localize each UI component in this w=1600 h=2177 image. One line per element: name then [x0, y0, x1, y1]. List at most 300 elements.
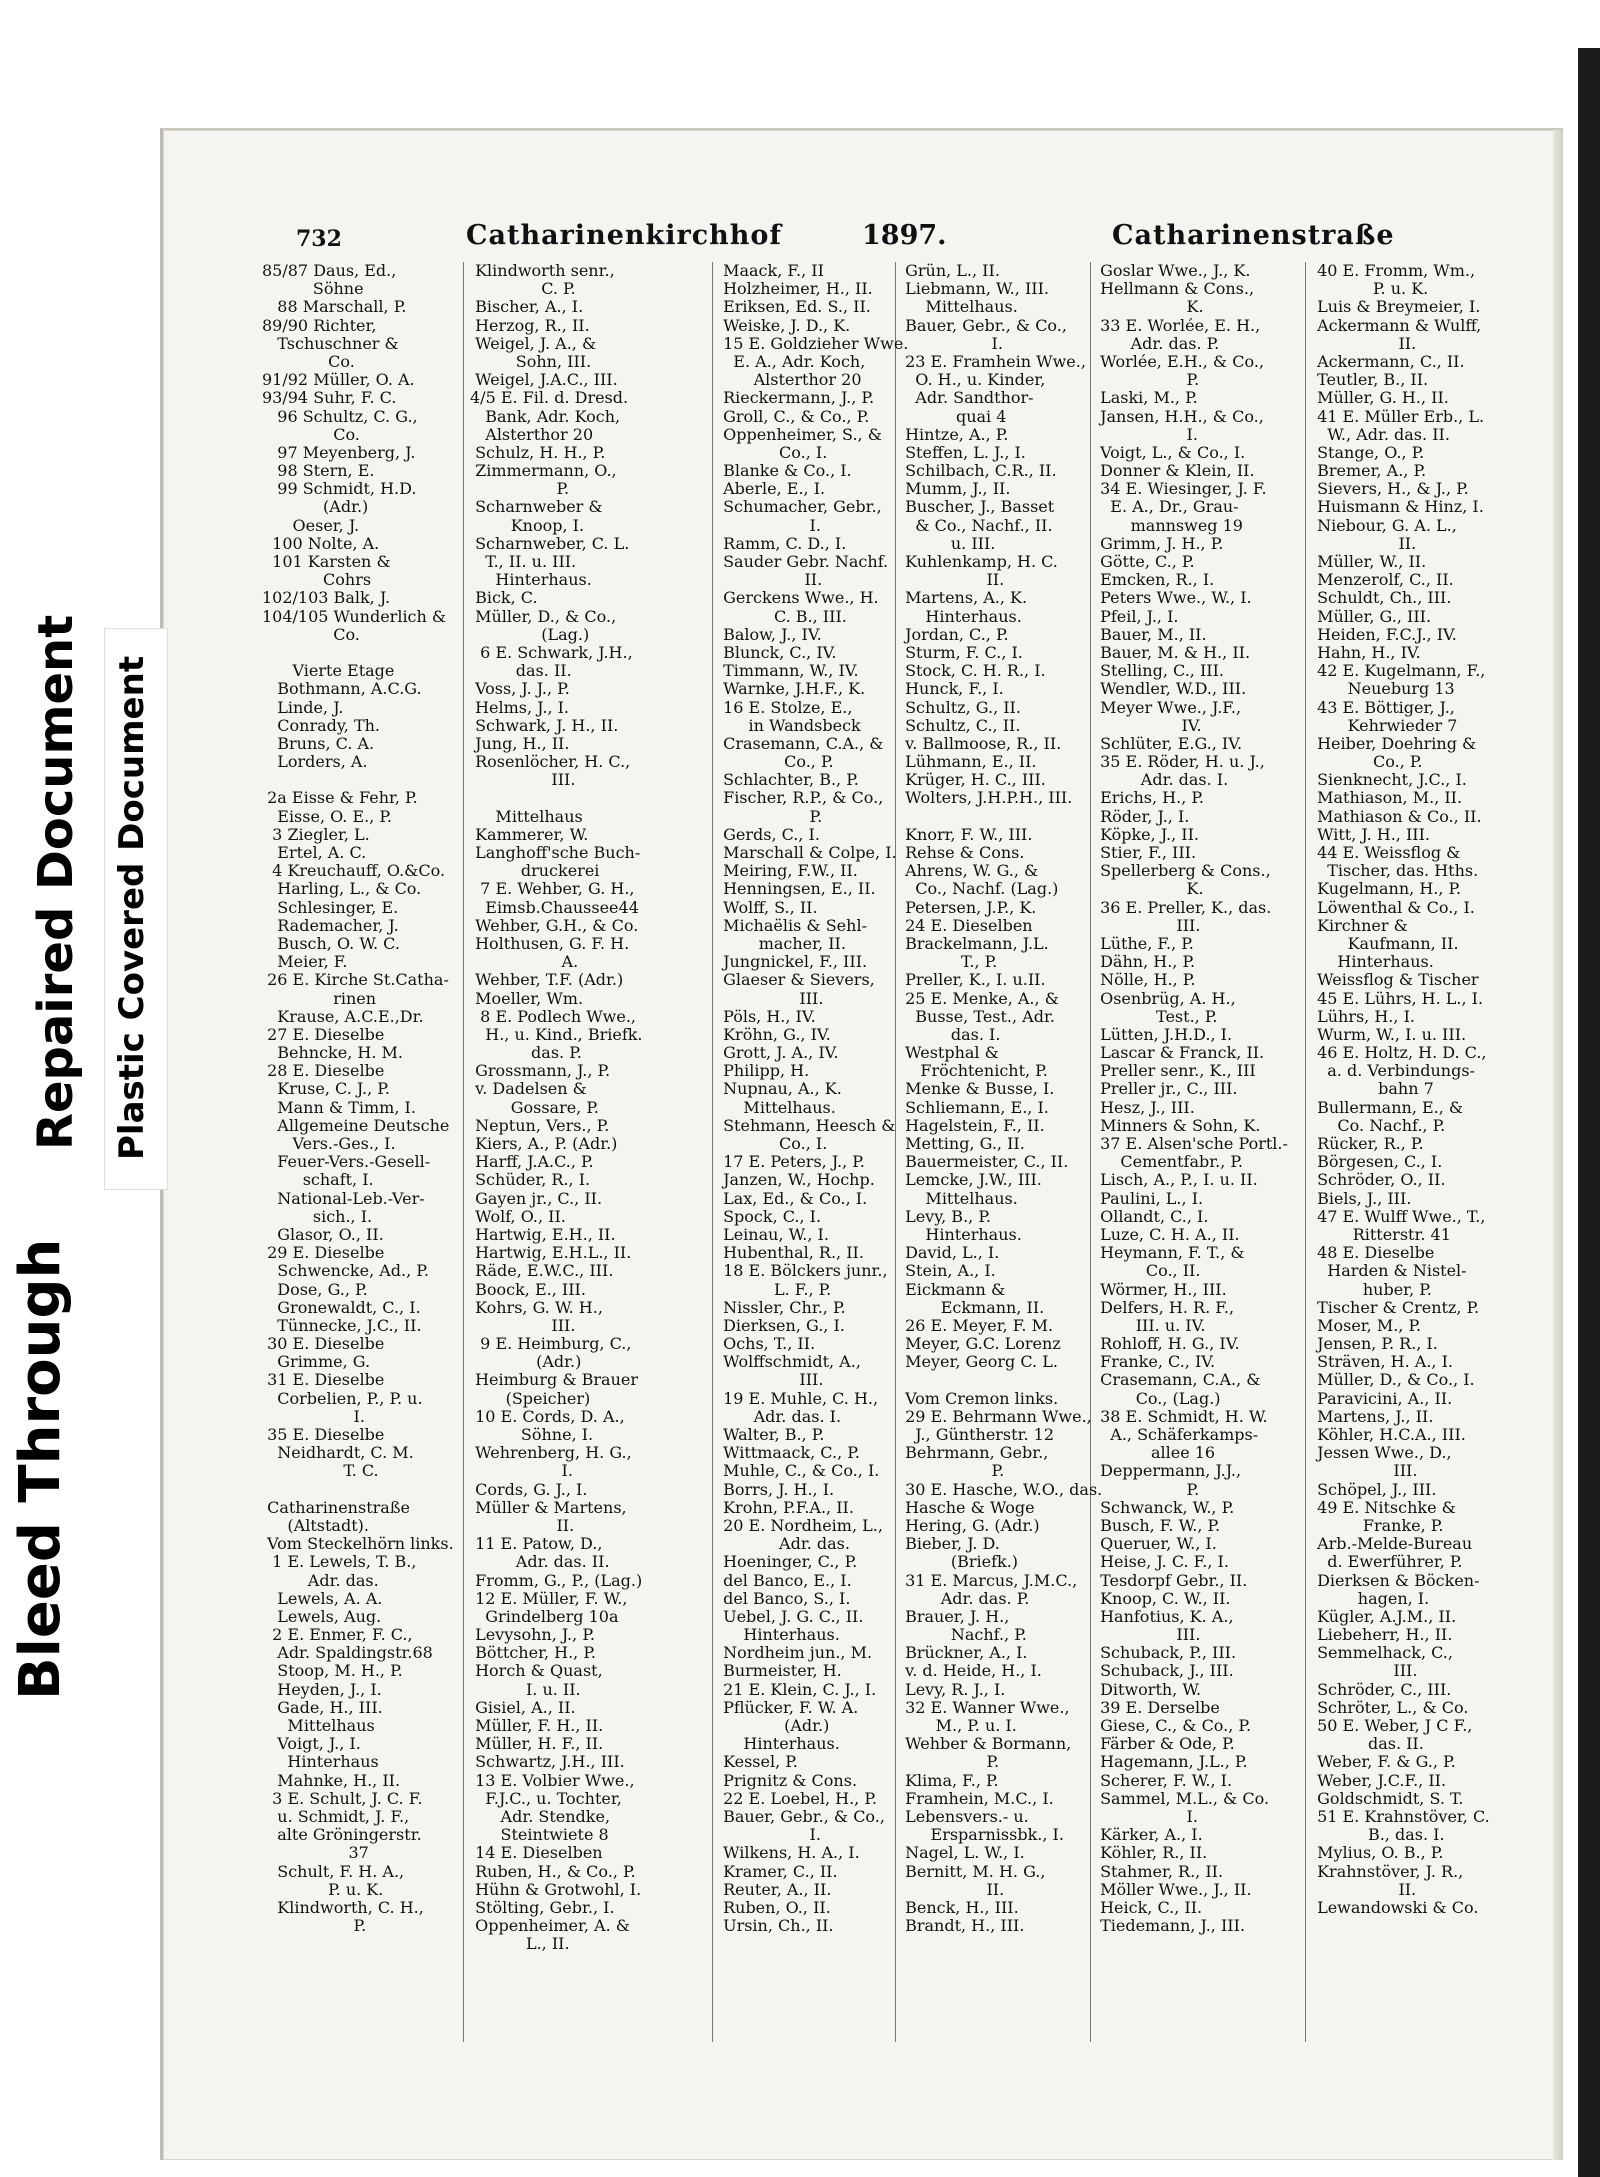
- directory-line: 98 Stern, E.: [262, 461, 375, 481]
- directory-line: Fröchtenicht, P.: [900, 1061, 1048, 1081]
- directory-line: Stölting, Gebr., I.: [470, 1897, 615, 1917]
- directory-line: 104/105 Wunderlich &: [262, 606, 447, 626]
- directory-line: Busse, Test., Adr.: [900, 1006, 1055, 1026]
- directory-line: Allgemeine Deutsche: [262, 1115, 450, 1135]
- directory-line: 49 E. Nitschke &: [1312, 1497, 1456, 1517]
- directory-line: sich., I.: [262, 1206, 373, 1226]
- directory-line: 26 E. Kirche St.Catha-: [262, 970, 449, 990]
- directory-line: Reuter, A., II.: [718, 1879, 832, 1899]
- directory-line: P.: [262, 1916, 367, 1936]
- directory-line: Schröder, O., II.: [1312, 1170, 1446, 1190]
- directory-line: Adr. Stendke,: [470, 1806, 611, 1826]
- directory-line: Ursin, Ch., II.: [718, 1916, 834, 1936]
- directory-line: 6 E. Schwark, J.H.,: [470, 642, 633, 662]
- directory-line: Levy, B., P.: [900, 1206, 991, 1226]
- directory-line: Lütten, J.H.D., I.: [1095, 1024, 1233, 1044]
- directory-line: Wolff, S., II.: [718, 897, 818, 917]
- directory-line: Bauer, Gebr., & Co.,: [900, 315, 1067, 335]
- directory-line: Mittelhaus: [470, 806, 583, 826]
- directory-line: E. A., Adr. Koch,: [718, 351, 866, 371]
- year: 1897.: [862, 220, 947, 251]
- directory-line: Neptun, Vers., P.: [470, 1115, 610, 1135]
- directory-line: Ollandt, C., I.: [1095, 1206, 1209, 1226]
- directory-line: Michaëlis & Sehl-: [718, 915, 867, 935]
- directory-line: II.: [470, 1515, 575, 1535]
- directory-line: 19 E. Muhle, C. H.,: [718, 1388, 879, 1408]
- directory-line: Kirchner &: [1312, 915, 1408, 935]
- directory-line: Co.: [262, 351, 355, 371]
- directory-line: Schuback, J., III.: [1095, 1661, 1234, 1681]
- directory-column-4: [900, 261, 1103, 1936]
- directory-line: Gronewaldt, C., I.: [262, 1297, 421, 1317]
- column-rule: [1305, 262, 1306, 2042]
- directory-line: K.: [1095, 879, 1204, 899]
- directory-line: 37 E. Alsen'sche Portl.-: [1095, 1134, 1288, 1153]
- directory-line: 41 E. Müller Erb., L.: [1312, 406, 1485, 426]
- directory-line: Oppenheimer, A. &: [470, 1916, 631, 1936]
- directory-line: C. P.: [470, 279, 576, 299]
- directory-line: Gerds, C., I.: [718, 824, 820, 844]
- directory-line: Menzerolf, C., II.: [1312, 570, 1454, 590]
- directory-line: [262, 771, 460, 789]
- directory-line: Ackermann, C., II.: [1312, 351, 1465, 371]
- directory-line: 101 Karsten &: [262, 552, 391, 571]
- directory-line: Crasemann, C.A., &: [1095, 1370, 1261, 1390]
- directory-line: II.: [718, 570, 823, 590]
- directory-line: Mumm, J., II.: [900, 479, 1011, 499]
- directory-line: Scherer, F. W., I.: [1095, 1770, 1233, 1790]
- directory-line: Krüger, H. C., III.: [900, 770, 1046, 790]
- directory-line: Heymann, F. T., &: [1095, 1243, 1245, 1263]
- directory-line: Jung, H., II.: [470, 733, 570, 753]
- directory-line: 22 E. Loebel, H., P.: [718, 1788, 877, 1808]
- directory-line: Gade, H., III.: [262, 1697, 383, 1717]
- directory-column-5: [1095, 262, 1295, 1935]
- directory-line: 39 E. Derselbe: [1095, 1697, 1220, 1717]
- directory-line: Schuldt, Ch., III.: [1312, 588, 1452, 608]
- directory-line: 43 E. Böttiger, J.,: [1312, 697, 1455, 717]
- directory-line: Hinterhaus.: [470, 570, 592, 590]
- directory-line: 35 E. Dieselbe: [262, 1425, 385, 1444]
- directory-line: [470, 789, 670, 807]
- directory-line: Schulz, H. H., P.: [470, 442, 606, 462]
- directory-line: III.: [1095, 1625, 1201, 1645]
- directory-line: u. Schmidt, J. F.,: [262, 1806, 410, 1826]
- directory-line: Möller Wwe., J., II.: [1095, 1879, 1252, 1899]
- directory-line: Uebel, J. G. C., II.: [718, 1606, 864, 1626]
- directory-line: Röder, J., I.: [1095, 806, 1190, 826]
- directory-line: Steffen, L. J., I.: [900, 442, 1026, 462]
- directory-line: Dähn, H., P.: [1095, 952, 1196, 972]
- directory-line: 32 E. Wanner Wwe.,: [900, 1697, 1070, 1717]
- directory-line: II.: [1312, 533, 1417, 553]
- directory-line: allee 16: [1095, 1443, 1216, 1463]
- directory-line: Aberle, E., I.: [718, 479, 826, 499]
- directory-line: I.: [718, 515, 821, 535]
- directory-line: Holzheimer, H., II.: [718, 279, 873, 299]
- directory-line: Bauer, M. & H., II.: [1095, 642, 1251, 662]
- directory-line: Hoeninger, C., P.: [718, 1552, 858, 1572]
- directory-line: Knorr, F. W., III.: [900, 824, 1033, 844]
- directory-line: Holthusen, G. F. H.: [470, 933, 630, 953]
- directory-line: Co., Nachf. (Lag.): [900, 879, 1059, 899]
- directory-line: Wehber, G.H., & Co.: [470, 915, 639, 935]
- directory-line: & Co., Nachf., II.: [900, 515, 1053, 535]
- directory-line: Erichs, H., P.: [1095, 788, 1204, 808]
- directory-line: Feuer-Vers.-Gesell-: [262, 1152, 431, 1172]
- directory-line: Schlesinger, E.: [262, 897, 399, 917]
- directory-line: L. F., P.: [718, 1279, 832, 1299]
- directory-line: 16 E. Stolze, E.,: [718, 697, 853, 717]
- directory-line: P. u. K.: [1312, 279, 1429, 299]
- directory-line: Witt, J. H., III.: [1312, 824, 1430, 844]
- directory-line: Schwencke, Ad., P.: [262, 1261, 429, 1281]
- directory-line: Köpke, J., II.: [1095, 824, 1199, 844]
- directory-line: bahn 7: [1312, 1079, 1434, 1099]
- directory-line: 30 E. Hasche, W.O., das.: [900, 1479, 1103, 1499]
- directory-line: Eickmann &: [900, 1279, 1006, 1299]
- directory-line: Mann & Timm, I.: [262, 1097, 416, 1117]
- directory-line: Voigt, L., & Co., I.: [1095, 442, 1246, 462]
- directory-line: 4/5 E. Fil. d. Dresd.: [470, 388, 629, 408]
- directory-line: Klindworth, C. H.,: [262, 1897, 424, 1917]
- directory-line: Schumacher, Gebr.,: [718, 497, 882, 517]
- directory-line: Lascar & Franck, II.: [1095, 1043, 1265, 1063]
- directory-line: Liebmann, W., III.: [900, 279, 1049, 299]
- directory-line: 7 E. Wehber, G. H.,: [470, 879, 635, 899]
- directory-line: Prignitz & Cons.: [718, 1770, 858, 1790]
- directory-line: 33 E. Worlée, E. H.,: [1095, 315, 1261, 335]
- directory-line: Bauer, M., II.: [1095, 624, 1207, 644]
- directory-line: Mahnke, H., II.: [262, 1770, 401, 1790]
- directory-line: 91/92 Müller, O. A.: [262, 370, 415, 390]
- directory-line: Wittmaack, C., P.: [718, 1443, 860, 1463]
- bleed-through-label: Bleed Through: [8, 1238, 73, 1700]
- directory-line: Schilbach, C.R., II.: [900, 461, 1057, 481]
- directory-line: Bruns, C. A.: [262, 733, 375, 753]
- directory-line: Dierksen, G., I.: [718, 1315, 845, 1335]
- directory-line: Wendler, W.D., III.: [1095, 679, 1247, 699]
- directory-line: 20 E. Nordheim, L.,: [718, 1515, 883, 1535]
- directory-line: u. III.: [900, 533, 996, 553]
- directory-line: Niebour, G. A. L.,: [1312, 515, 1457, 535]
- directory-line: Lühmann, E., II.: [900, 752, 1037, 772]
- directory-line: Adr. Spaldingstr.68: [262, 1643, 433, 1663]
- directory-line: quai 4: [900, 406, 1007, 426]
- directory-column-1: [262, 262, 460, 1935]
- directory-line: Meyer, G.C. Lorenz: [900, 1334, 1061, 1354]
- directory-line: Preller, K., I. u.II.: [900, 970, 1046, 990]
- directory-line: Klima, F., P.: [900, 1770, 999, 1790]
- directory-line: Tünnecke, J.C., II.: [262, 1315, 422, 1335]
- directory-line: Müller, D., & Co., I.: [1312, 1370, 1475, 1390]
- directory-line: Tesdorpf Gebr., II.: [1095, 1570, 1248, 1590]
- directory-line: Götte, C., P.: [1095, 552, 1195, 571]
- directory-line: Lührs, H., I.: [1312, 1006, 1415, 1026]
- directory-line: Spellerberg & Cons.,: [1095, 861, 1271, 881]
- directory-line: Schröter, L., & Co.: [1312, 1697, 1469, 1717]
- directory-line: Bothmann, A.C.G.: [262, 679, 422, 699]
- directory-line: Börgesen, C., I.: [1312, 1152, 1443, 1172]
- directory-line: Stier, F., III.: [1095, 843, 1197, 862]
- directory-line: Maack, F., II: [718, 261, 824, 280]
- directory-line: T., P.: [900, 952, 998, 972]
- directory-line: mannsweg 19: [1095, 515, 1243, 535]
- directory-line: Liebeherr, H., II.: [1312, 1625, 1453, 1645]
- directory-line: Ritterstr. 41: [1312, 1224, 1451, 1244]
- page-header: [296, 220, 1395, 260]
- directory-line: Luis & Breymeier, I.: [1312, 297, 1481, 317]
- directory-line: Gerckens Wwe., H.: [718, 588, 879, 608]
- directory-line: 31 E. Dieselbe: [262, 1370, 385, 1390]
- directory-line: Lewels, Aug.: [262, 1606, 382, 1626]
- directory-line: Adr. das. P.: [1095, 333, 1220, 353]
- directory-line: Harling, L., & Co.: [262, 879, 422, 899]
- directory-line: Sturm, F. C., I.: [900, 642, 1023, 662]
- directory-line: Timmann, W., IV.: [718, 661, 859, 681]
- directory-line: Corbelien, P., P. u.: [262, 1388, 423, 1408]
- directory-line: Blunck, C., IV.: [718, 642, 837, 662]
- directory-line: 38 E. Schmidt, H. W.: [1095, 1406, 1268, 1426]
- directory-line: 10 E. Cords, D. A.,: [470, 1406, 625, 1426]
- directory-line: Stehmann, Heesch &: [718, 1115, 896, 1135]
- directory-line: Goslar Wwe., J., K.: [1095, 261, 1251, 280]
- directory-line: 30 E. Dieselbe: [262, 1334, 385, 1354]
- directory-line: 88 Marschall, P.: [262, 297, 407, 317]
- directory-line: 44 E. Weissflog &: [1312, 843, 1461, 862]
- directory-line: Worlée, E.H., & Co.,: [1095, 351, 1265, 371]
- directory-line: Scharnweber &: [470, 497, 603, 517]
- directory-line: 85/87 Daus, Ed.,: [262, 261, 397, 280]
- directory-line: 28 E. Dieselbe: [262, 1061, 385, 1081]
- directory-line: a. d. Verbindungs-: [1312, 1061, 1475, 1081]
- directory-line: del Banco, S., I.: [718, 1588, 851, 1608]
- directory-line: Dierksen & Böcken-: [1312, 1570, 1480, 1590]
- directory-line: Hartwig, E.H.L., II.: [470, 1243, 632, 1263]
- directory-line: 9 E. Heimburg, C.,: [470, 1334, 632, 1354]
- directory-line: Bauermeister, C., II.: [900, 1152, 1069, 1172]
- directory-line: Grossmann, J., P.: [470, 1061, 611, 1081]
- directory-line: A., Schäferkamps-: [1095, 1425, 1259, 1444]
- plastic-covered-label: Plastic Covered Document: [112, 655, 152, 1160]
- directory-line: Heimburg & Brauer: [470, 1370, 639, 1390]
- directory-line: K.: [1095, 297, 1204, 317]
- right-running-title: Catharinenstraße: [1112, 220, 1395, 251]
- directory-line: Kessel, P.: [718, 1752, 798, 1772]
- directory-line: Köhler, H.C.A., III.: [1312, 1425, 1466, 1444]
- directory-line: Co., II.: [1095, 1261, 1201, 1281]
- directory-line: National-Leb.-Ver-: [262, 1188, 425, 1208]
- directory-line: Gayen jr., C., II.: [470, 1188, 603, 1208]
- directory-line: 46 E. Holtz, H. D. C.,: [1312, 1043, 1487, 1063]
- directory-line: (Briefk.): [900, 1552, 1019, 1572]
- directory-line: Hanfotius, K. A.,: [1095, 1606, 1234, 1626]
- directory-line: I.: [1095, 424, 1198, 444]
- repaired-document-label: Repaired Document: [28, 614, 84, 1150]
- directory-line: Wolters, J.H.P.H., III.: [900, 788, 1073, 808]
- directory-line: Horch & Quast,: [470, 1661, 603, 1681]
- directory-line: Nachf., P.: [900, 1625, 1027, 1645]
- directory-line: Tschuschner &: [262, 333, 399, 353]
- directory-line: 102/103 Balk, J.: [262, 588, 391, 608]
- directory-line: Meyer, Georg C. L.: [900, 1352, 1058, 1372]
- directory-line: Glaeser & Sievers,: [718, 970, 875, 990]
- directory-line: Teutler, B., II.: [1312, 370, 1429, 390]
- directory-line: III.: [718, 1370, 824, 1390]
- directory-line: Stock, C. H. R., I.: [900, 661, 1046, 681]
- directory-line: Boock, E., III.: [470, 1279, 586, 1299]
- directory-line: 40 E. Fromm, Wm.,: [1312, 261, 1476, 280]
- directory-line: Hinterhaus.: [718, 1625, 840, 1645]
- directory-line: M., P. u. I.: [900, 1716, 1017, 1735]
- directory-line: Martens, A., K.: [900, 588, 1028, 608]
- directory-line: Marschall & Colpe, I.: [718, 843, 897, 862]
- directory-line: Wehrenberg, H. G.,: [470, 1443, 632, 1463]
- directory-line: v. d. Heide, H., I.: [900, 1661, 1042, 1681]
- directory-line: Schult, F. H. A.,: [262, 1861, 405, 1881]
- directory-line: Arb.-Melde-Bureau: [1312, 1534, 1473, 1554]
- directory-line: Steintwiete 8: [470, 1825, 609, 1845]
- directory-line: Schwark, J. H., II.: [470, 715, 619, 735]
- directory-line: Sammel, M.L., & Co.: [1095, 1788, 1270, 1808]
- directory-line: 4 Kreuchauff, O.&Co.: [262, 861, 446, 881]
- directory-line: Petersen, J.P., K.: [900, 897, 1037, 917]
- directory-line: 45 E. Lührs, H. L., I.: [1312, 988, 1484, 1008]
- directory-line: Grün, L., II.: [900, 261, 1000, 280]
- directory-line: Alsterthor 20: [470, 424, 594, 444]
- page-number: 732: [296, 226, 342, 252]
- directory-line: B., das. I.: [1312, 1825, 1445, 1845]
- directory-line: Müller, G., III.: [1312, 606, 1432, 626]
- directory-line: III.: [470, 770, 576, 790]
- directory-line: Brauer, J. H.,: [900, 1606, 1010, 1626]
- directory-line: Kugelmann, H., P.: [1312, 879, 1462, 899]
- directory-line: Zimmermann, O.,: [470, 461, 617, 481]
- directory-line: Rieckermann, J., P.: [718, 388, 875, 408]
- directory-line: I.: [470, 1461, 573, 1481]
- directory-line: Fischer, R.P., & Co.,: [718, 788, 884, 808]
- directory-line: Heise, J. C. F., I.: [1095, 1552, 1229, 1572]
- directory-line: macher, II.: [718, 933, 846, 953]
- directory-line: T., II. u. III.: [470, 552, 577, 571]
- directory-line: 14 E. Dieselben: [470, 1843, 603, 1863]
- directory-line: Buscher, J., Basset: [900, 497, 1055, 517]
- directory-line: Queruer, W., I.: [1095, 1534, 1217, 1554]
- directory-line: Ditworth, W.: [1095, 1679, 1202, 1699]
- directory-line: Cords, G. J., I.: [470, 1479, 588, 1499]
- directory-line: Huismann & Hinz, I.: [1312, 497, 1484, 517]
- directory-line: T. C.: [262, 1461, 379, 1481]
- directory-line: Jensen, P. R., I.: [1312, 1334, 1438, 1354]
- directory-line: IV.: [1095, 715, 1202, 735]
- directory-line: Co.: [262, 624, 360, 644]
- directory-line: Kröhn, G., IV.: [718, 1024, 831, 1044]
- directory-line: Hasche & Woge: [900, 1497, 1035, 1517]
- directory-line: Krahnstöver, J. R.,: [1312, 1861, 1464, 1881]
- directory-line: 51 E. Krahnstöver, C.: [1312, 1806, 1490, 1826]
- directory-line: C. B., III.: [718, 606, 847, 626]
- directory-line: Adr. das. I.: [1095, 770, 1229, 790]
- directory-line: das. I.: [900, 1024, 1001, 1044]
- directory-line: Oppenheimer, S., &: [718, 424, 882, 444]
- directory-line: 89/90 Richter,: [262, 315, 377, 335]
- directory-line: L., II.: [470, 1934, 570, 1954]
- directory-line: Meiring, F.W., II.: [718, 861, 858, 881]
- directory-line: Sienknecht, J.C., I.: [1312, 770, 1467, 790]
- directory-line: Osenbrüg, A. H.,: [1095, 988, 1236, 1008]
- scan-top-margin: [0, 0, 1600, 30]
- directory-line: Wolf, O., II.: [470, 1206, 566, 1226]
- directory-line: Hagelstein, F., II.: [900, 1115, 1045, 1135]
- directory-line: Rücker, R., P.: [1312, 1134, 1424, 1153]
- directory-line: Grindelberg 10a: [470, 1606, 619, 1626]
- directory-line: Grimme, G.: [262, 1352, 371, 1372]
- directory-line: Catharinenstraße: [262, 1497, 410, 1517]
- directory-line: Hering, G. (Adr.): [900, 1515, 1040, 1535]
- directory-line: Adr. Sandthor-: [900, 388, 1034, 408]
- directory-line: Behrmann, Gebr.,: [900, 1443, 1049, 1463]
- directory-line: III.: [1095, 915, 1201, 935]
- directory-line: Heyden, J., I.: [262, 1679, 382, 1699]
- directory-line: del Banco, E., I.: [718, 1570, 852, 1590]
- directory-line: Franke, P.: [1312, 1515, 1444, 1535]
- directory-line: I.: [900, 333, 1003, 353]
- directory-line: Mathiason & Co., II.: [1312, 806, 1482, 826]
- directory-line: Weiske, J. D., K.: [718, 315, 851, 335]
- directory-line: III.: [718, 988, 824, 1008]
- directory-line: Ahrens, W. G., &: [900, 861, 1039, 881]
- directory-line: David, L., I.: [900, 1243, 1000, 1263]
- directory-line: Schuback, P., III.: [1095, 1643, 1237, 1663]
- directory-line: Bank, Adr. Koch,: [470, 406, 621, 426]
- directory-line: 2a Eisse & Fehr, P.: [262, 788, 418, 808]
- directory-line: Pöls, H., IV.: [718, 1006, 816, 1026]
- directory-line: Söhne: [262, 279, 364, 299]
- directory-line: Adr. das. II.: [470, 1552, 610, 1572]
- directory-line: Sohn, III.: [470, 351, 592, 371]
- directory-line: Eisse, O. E., P.: [262, 806, 393, 826]
- directory-line: Groll, C., & Co., P.: [718, 406, 870, 426]
- directory-line: Jordan, C., P.: [900, 624, 1009, 644]
- directory-line: Philipp, H.: [718, 1061, 810, 1081]
- directory-line: Weigel, J. A., &: [470, 333, 597, 353]
- directory-line: 34 E. Wiesinger, J. F.: [1095, 479, 1267, 499]
- directory-line: Eckmann, II.: [900, 1297, 1045, 1317]
- directory-line: d. Ewerführer, P.: [1312, 1552, 1463, 1572]
- directory-line: Busch, F. W., P.: [1095, 1515, 1221, 1535]
- directory-line: Müller, D., & Co.,: [470, 606, 617, 626]
- directory-line: Bieber, J. D.: [900, 1534, 1000, 1554]
- directory-line: 47 E. Wulff Wwe., T.,: [1312, 1206, 1486, 1226]
- directory-line: Müller, F. H., II.: [470, 1716, 604, 1735]
- directory-line: Hinterhaus: [262, 1752, 379, 1772]
- directory-line: II.: [1312, 1879, 1417, 1899]
- directory-line: Warnke, J.H.F., K.: [718, 679, 866, 699]
- directory-line: schaft, I.: [262, 1170, 374, 1190]
- directory-line: Kügler, A.J.M., II.: [1312, 1606, 1457, 1626]
- directory-line: Walter, B., P.: [718, 1425, 825, 1444]
- directory-line: Minners & Sohn, K.: [1095, 1115, 1261, 1135]
- column-rule: [463, 262, 464, 2042]
- directory-line: Giese, C., & Co., P.: [1095, 1716, 1252, 1735]
- directory-line: 35 E. Röder, H. u. J.,: [1095, 752, 1265, 772]
- directory-line: 1 E. Lewels, T. B.,: [262, 1552, 417, 1572]
- directory-line: Jansen, H.H., & Co.,: [1095, 406, 1264, 426]
- directory-line: 50 E. Weber, J C F.,: [1312, 1716, 1473, 1735]
- directory-line: Paulini, L., I.: [1095, 1188, 1204, 1208]
- directory-line: Vom Cremon links.: [900, 1388, 1059, 1408]
- directory-line: Herzog, R., II.: [470, 315, 590, 335]
